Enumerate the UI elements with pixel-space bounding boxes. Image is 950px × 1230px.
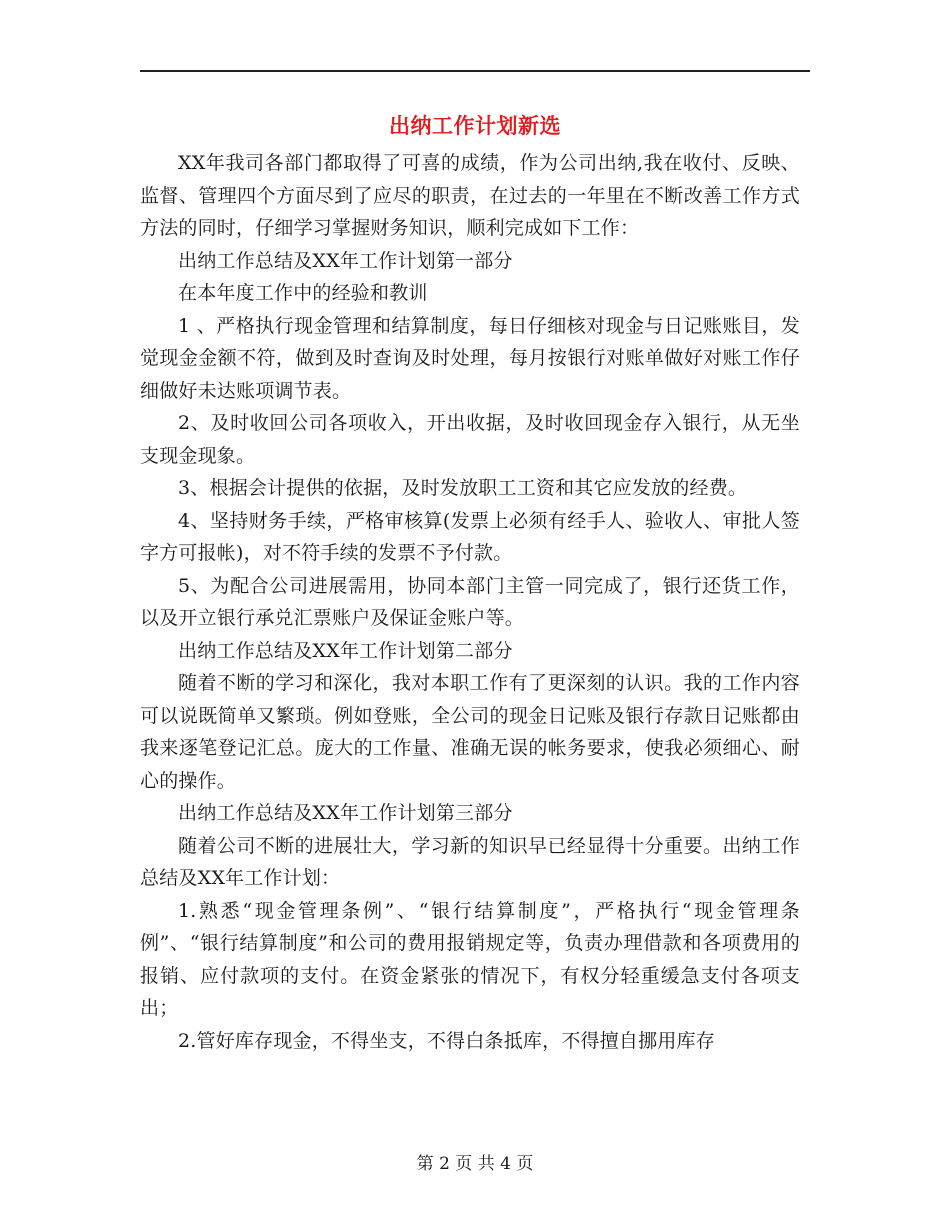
paragraph-intro: XX年我司各部门都取得了可喜的成绩，作为公司出纳,我在收付、反映、监督、管理四个方面尽到了应尽的职责，在过去的一年里在不断改善工作方式方法的同时，仔细学习掌握财务知识，顺利完成如下工作： xyxy=(140,152,800,239)
paragraph-section-2: 随着不断的学习和深化，我对本职工作有了更深刻的认识。我的工作内容可以说既简单又繁琐。例如登账，全公司的现金日记账及银行存款日记账都由我来逐笔登记汇总。庞大的工作量、准确无误的帐务要求，使我必须细心、耐心的操作。 xyxy=(140,672,800,792)
plan-item-1: 1.熟悉“现金管理条例”、“银行结算制度”，严格执行“现金管理条例”、“银行结算制度”和公司的费用报销规定等，负责办理借款和各项费用的报销、应付款项的支付。在资金紧张的情况下，有权分轻重缓急支付各项支出； xyxy=(140,899,800,1019)
document-title: 出纳工作计划新选 xyxy=(389,113,561,138)
plan-item-2: 2.管好库存现金，不得坐支，不得白条抵库，不得擅自挪用库存 xyxy=(178,1029,715,1052)
page-number-footer: 第 2 页 共 4 页 xyxy=(416,1154,534,1174)
list-item-3: 3、根据会计提供的依据，及时发放职工工资和其它应发放的经费。 xyxy=(178,477,748,499)
list-item-5: 5、为配合公司进展需用，协同本部门主管一同完成了，银行还货工作，以及开立银行承兑汇票账户及保证金账户等。 xyxy=(140,574,800,629)
header-rule xyxy=(140,70,810,72)
subheading-experience: 在本年度工作中的经验和教训 xyxy=(178,282,428,304)
section-heading-1: 出纳工作总结及XX年工作计划第一部分 xyxy=(178,249,513,272)
list-item-2: 2、及时收回公司各项收入，开出收据，及时收回现金存入银行，从无坐支现金现象。 xyxy=(140,412,800,467)
list-item-1: 1 、严格执行现金管理和结算制度，每日仔细核对现金与日记账账目，发觉现金金额不符，做到及时查询及时处理，每月按银行对账单做好对账工作仔细做好未达账项调节表。 xyxy=(140,314,800,402)
paragraph-section-3: 随着公司不断的进展壮大，学习新的知识早已经显得十分重要。出纳工作总结及XX年工作计划： xyxy=(140,834,800,889)
section-heading-3: 出纳工作总结及XX年工作计划第三部分 xyxy=(178,802,513,824)
section-heading-2: 出纳工作总结及XX年工作计划第二部分 xyxy=(178,639,513,662)
list-item-4: 4、坚持财务手续，严格审核算(发票上必须有经手人、验收人、审批人签字方可报帐)，对不符手续的发票不予付款。 xyxy=(140,509,800,564)
document-body xyxy=(140,147,800,1057)
